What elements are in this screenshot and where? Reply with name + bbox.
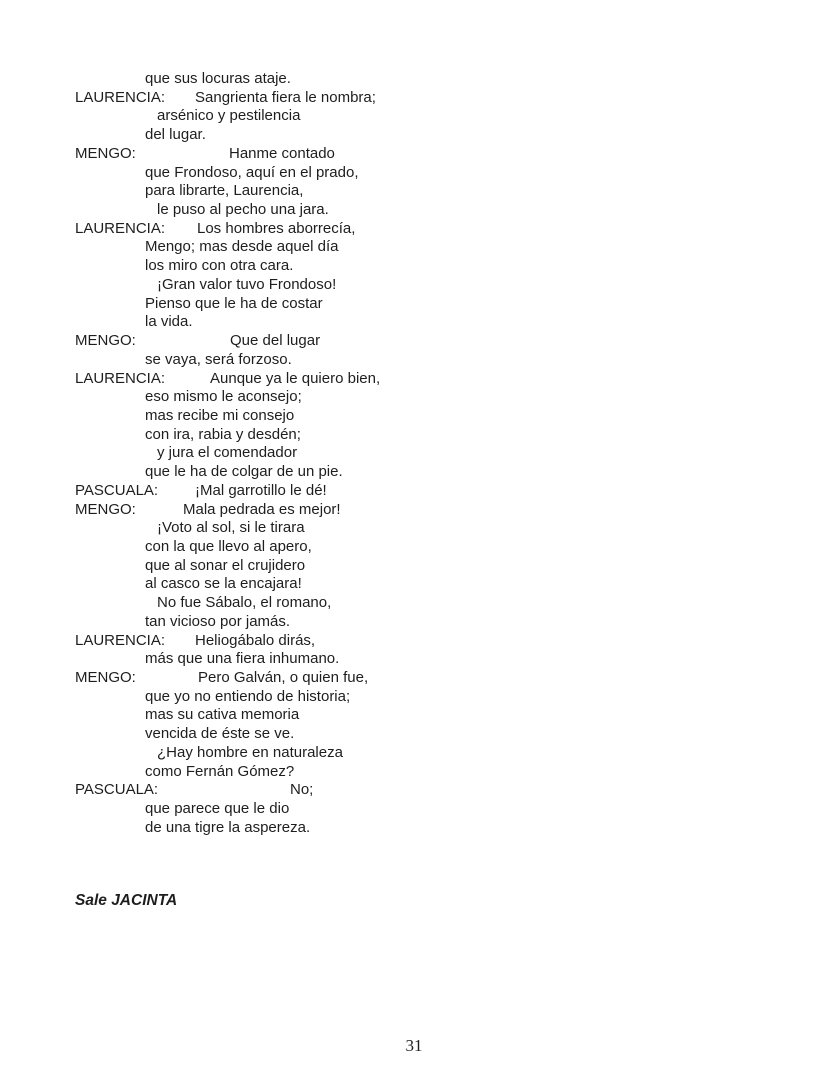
dialogue-line <box>0 688 828 707</box>
dialogue-line <box>0 313 828 332</box>
dialogue-line <box>0 351 828 370</box>
dialogue-line <box>0 257 828 276</box>
dialogue-line <box>0 725 828 744</box>
dialogue-line <box>0 819 828 838</box>
speaker-name: PASCUALA: <box>75 481 159 499</box>
verse-text: Que del lugar <box>230 332 321 350</box>
speaker-name: LAURENCIA: <box>75 88 166 106</box>
verse-text: mas recibe mi consejo <box>145 406 295 424</box>
dialogue-line <box>0 201 828 220</box>
verse-text: del lugar. <box>145 126 206 144</box>
dialogue-line <box>0 538 828 557</box>
dialogue-line <box>0 164 828 183</box>
dialogue-line <box>0 763 828 782</box>
dialogue-line <box>0 669 828 688</box>
verse-text: que yo no entiendo de historia; <box>145 687 351 705</box>
speaker-name: MENGO: <box>75 500 136 518</box>
verse-text: Aunque ya le quiero bien, <box>210 369 381 387</box>
verse-text: con ira, rabia y desdén; <box>145 425 301 443</box>
verse-text: y jura el comendador <box>157 444 298 462</box>
dialogue-line <box>0 781 828 800</box>
verse-text: la vida. <box>145 313 193 331</box>
verse-text: para librarte, Laurencia, <box>145 182 304 200</box>
dialogue-line <box>0 145 828 164</box>
dialogue-line <box>0 295 828 314</box>
dialogue-line <box>0 107 828 126</box>
verse-text: le puso al pecho una jara. <box>157 201 329 219</box>
verse-text: que sus locuras ataje. <box>145 70 291 87</box>
dialogue-line <box>0 220 828 239</box>
verse-text: que le ha de colgar de un pie. <box>145 463 343 481</box>
verse-text: que Frondoso, aquí en el prado, <box>145 163 359 181</box>
speaker-name: LAURENCIA: <box>75 219 166 237</box>
speaker-name: LAURENCIA: <box>75 369 166 387</box>
dialogue-line <box>0 370 828 389</box>
dialogue-line <box>0 575 828 594</box>
verse-text: al casco se la encajara! <box>145 575 302 593</box>
dialogue-line <box>0 126 828 145</box>
verse-text: No; <box>290 781 314 799</box>
verse-text: como Fernán Gómez? <box>145 762 295 780</box>
verse-text: vencida de éste se ve. <box>145 725 295 743</box>
dialogue-line <box>0 557 828 576</box>
verse-text: Sangrienta fiera le nombra; <box>195 88 376 106</box>
dialogue-line <box>0 89 828 108</box>
verse-text: Mengo; mas desde aquel día <box>145 238 339 256</box>
verse-text: Pienso que le ha de costar <box>145 294 323 312</box>
verse-text: Los hombres aborrecía, <box>197 219 356 237</box>
dialogue-line <box>0 426 828 445</box>
dialogue-line <box>0 444 828 463</box>
dialogue-line <box>0 650 828 669</box>
dialogue-line <box>0 463 828 482</box>
dialogue-line <box>0 407 828 426</box>
verse-text: eso mismo le aconsejo; <box>145 388 302 406</box>
verse-text: de una tigre la aspereza. <box>145 818 311 836</box>
dialogue-line <box>0 276 828 295</box>
dialogue-line <box>0 519 828 538</box>
verse-text: arsénico y pestilencia <box>157 107 301 125</box>
dialogue-line <box>0 800 828 819</box>
verse-text: Heliogábalo dirás, <box>195 631 316 649</box>
verse-text: mas su cativa memoria <box>145 706 300 724</box>
dialogue-block <box>0 70 828 837</box>
dialogue-line <box>0 332 828 351</box>
dialogue-line <box>0 70 828 89</box>
verse-text: más que una fiera inhumano. <box>145 650 340 668</box>
dialogue-line <box>0 744 828 763</box>
verse-text: Hanme contado <box>229 144 335 162</box>
stage-direction: Sale JACINTA <box>75 892 178 909</box>
verse-text: se vaya, será forzoso. <box>145 350 292 368</box>
verse-text: los miro con otra cara. <box>145 257 294 275</box>
dialogue-line <box>0 482 828 501</box>
dialogue-line <box>0 706 828 725</box>
dialogue-line <box>0 501 828 520</box>
verse-text: Pero Galván, o quien fue, <box>198 669 369 686</box>
dialogue-line <box>0 182 828 201</box>
speaker-name: MENGO: <box>75 669 136 686</box>
dialogue-line <box>0 388 828 407</box>
verse-text: Mala pedrada es mejor! <box>183 500 341 518</box>
dialogue-line <box>0 594 828 613</box>
dialogue-line <box>0 632 828 651</box>
speaker-name: LAURENCIA: <box>75 631 166 649</box>
page-number: 31 <box>405 1036 423 1055</box>
speaker-name: MENGO: <box>75 332 136 350</box>
verse-text: tan vicioso por jamás. <box>145 612 291 630</box>
verse-text: que al sonar el crujidero <box>145 556 306 574</box>
verse-text: ¡Gran valor tuvo Frondoso! <box>157 275 337 293</box>
dialogue-line <box>0 613 828 632</box>
speaker-name: MENGO: <box>75 144 136 162</box>
verse-text: que parece que le dio <box>145 800 290 818</box>
verse-text: No fue Sábalo, el romano, <box>157 594 332 612</box>
speaker-name: PASCUALA: <box>75 781 159 799</box>
verse-text: con la que llevo al apero, <box>145 537 312 555</box>
dialogue-line <box>0 238 828 257</box>
verse-text: ¿Hay hombre en naturaleza <box>157 743 343 761</box>
verse-text: ¡Mal garrotillo le dé! <box>195 481 327 499</box>
verse-text: ¡Voto al sol, si le tirara <box>157 519 305 537</box>
